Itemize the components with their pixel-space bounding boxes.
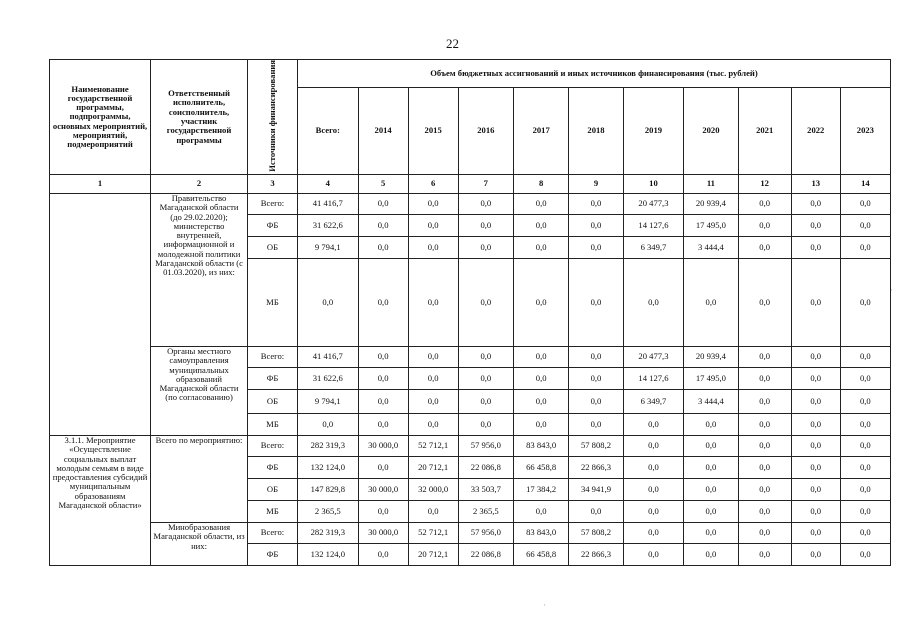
funding-source: МБ: [247, 500, 297, 522]
amount-cell: 17 495,0: [684, 214, 738, 236]
amount-cell: 0,0: [738, 500, 791, 522]
amount-cell: 0,0: [623, 413, 684, 435]
amount-cell: 0,0: [684, 435, 738, 456]
amount-cell: 0,0: [623, 435, 684, 456]
amount-cell: 0,0: [458, 367, 513, 389]
budget-table: [49, 59, 891, 566]
header-executor: Ответственный исполнитель, соисполнитель, участник государственной программы: [151, 60, 248, 175]
column-number: 13: [791, 174, 840, 193]
amount-cell: 0,0: [684, 258, 738, 346]
amount-cell: 0,0: [684, 522, 738, 543]
amount-cell: 83 843,0: [514, 435, 569, 456]
amount-cell: 6 349,7: [623, 389, 684, 413]
amount-cell: 0,0: [738, 456, 791, 478]
scan-mark: ·: [890, 285, 893, 295]
amount-cell: 0,0: [791, 478, 840, 500]
amount-cell: 0,0: [297, 413, 358, 435]
funding-source: ФБ: [247, 543, 297, 565]
amount-cell: 41 416,7: [297, 193, 358, 214]
amount-cell: 14 127,6: [623, 214, 684, 236]
amount-cell: 0,0: [458, 258, 513, 346]
amount-cell: 0,0: [408, 193, 458, 214]
funding-source: ОБ: [247, 236, 297, 258]
amount-cell: 0,0: [738, 346, 791, 367]
amount-cell: 0,0: [514, 367, 569, 389]
amount-cell: 0,0: [358, 236, 408, 258]
funding-source: Всего:: [247, 346, 297, 367]
amount-cell: 0,0: [569, 214, 623, 236]
header-year-8: 2021: [738, 87, 791, 174]
amount-cell: 0,0: [514, 258, 569, 346]
amount-cell: 0,0: [840, 543, 890, 565]
amount-cell: 0,0: [569, 346, 623, 367]
amount-cell: 0,0: [738, 193, 791, 214]
amount-cell: 0,0: [840, 258, 890, 346]
amount-cell: 20 477,3: [623, 346, 684, 367]
amount-cell: 0,0: [738, 478, 791, 500]
amount-cell: 0,0: [514, 389, 569, 413]
header-year-5: 2018: [569, 87, 623, 174]
funding-source: ОБ: [247, 389, 297, 413]
measure-name: 3.1.1. Мероприятие «Осуществление социальных выплат молодым семьям в виде предоставления субсидий муниципальным образованиям Магаданской области»: [50, 435, 151, 565]
amount-cell: 0,0: [358, 500, 408, 522]
amount-cell: 0,0: [840, 456, 890, 478]
amount-cell: 66 458,8: [514, 543, 569, 565]
amount-cell: 0,0: [623, 522, 684, 543]
amount-cell: 0,0: [458, 193, 513, 214]
amount-cell: 30 000,0: [358, 435, 408, 456]
amount-cell: 0,0: [623, 258, 684, 346]
column-number: 9: [569, 174, 623, 193]
amount-cell: 0,0: [458, 413, 513, 435]
column-number: 10: [623, 174, 684, 193]
amount-cell: 0,0: [358, 346, 408, 367]
amount-cell: 0,0: [840, 413, 890, 435]
header-year-7: 2020: [684, 87, 738, 174]
amount-cell: 0,0: [791, 346, 840, 367]
amount-cell: 0,0: [514, 236, 569, 258]
amount-cell: 0,0: [791, 193, 840, 214]
amount-cell: 0,0: [408, 346, 458, 367]
amount-cell: 147 829,8: [297, 478, 358, 500]
column-number: 5: [358, 174, 408, 193]
amount-cell: 14 127,6: [623, 367, 684, 389]
funding-source: МБ: [247, 413, 297, 435]
amount-cell: 0,0: [791, 389, 840, 413]
amount-cell: 0,0: [358, 214, 408, 236]
amount-cell: 34 941,9: [569, 478, 623, 500]
amount-cell: 30 000,0: [358, 478, 408, 500]
amount-cell: 41 416,7: [297, 346, 358, 367]
header-year-9: 2022: [791, 87, 840, 174]
amount-cell: 0,0: [458, 236, 513, 258]
amount-cell: 0,0: [684, 413, 738, 435]
funding-source: Всего:: [247, 522, 297, 543]
amount-cell: 0,0: [514, 500, 569, 522]
amount-cell: 0,0: [514, 214, 569, 236]
amount-cell: 0,0: [840, 435, 890, 456]
amount-cell: 0,0: [458, 346, 513, 367]
amount-cell: 0,0: [358, 413, 408, 435]
amount-cell: 0,0: [358, 456, 408, 478]
amount-cell: 0,0: [684, 543, 738, 565]
amount-cell: 0,0: [408, 258, 458, 346]
amount-cell: 9 794,1: [297, 389, 358, 413]
amount-cell: 32 000,0: [408, 478, 458, 500]
amount-cell: 33 503,7: [458, 478, 513, 500]
amount-cell: 0,0: [569, 236, 623, 258]
amount-cell: 66 458,8: [514, 456, 569, 478]
amount-cell: 0,0: [458, 389, 513, 413]
amount-cell: 282 319,3: [297, 435, 358, 456]
funding-source: ФБ: [247, 456, 297, 478]
amount-cell: 52 712,1: [408, 522, 458, 543]
header-source-label: Источники финансирования: [266, 60, 277, 172]
amount-cell: 52 712,1: [408, 435, 458, 456]
amount-cell: 22 866,3: [569, 543, 623, 565]
amount-cell: 0,0: [791, 413, 840, 435]
executor-cell: Минобразования Магаданской области, из них:: [151, 522, 248, 565]
amount-cell: 0,0: [408, 367, 458, 389]
header-year-10: 2023: [840, 87, 890, 174]
amount-cell: 20 712,1: [408, 543, 458, 565]
funding-source: ФБ: [247, 367, 297, 389]
amount-cell: 20 477,3: [623, 193, 684, 214]
funding-source: МБ: [247, 258, 297, 346]
amount-cell: 0,0: [791, 522, 840, 543]
amount-cell: 0,0: [358, 367, 408, 389]
funding-source: Всего:: [247, 435, 297, 456]
amount-cell: 22 866,3: [569, 456, 623, 478]
amount-cell: 0,0: [738, 236, 791, 258]
amount-cell: 17 384,2: [514, 478, 569, 500]
header-year-1: 2014: [358, 87, 408, 174]
amount-cell: 0,0: [791, 214, 840, 236]
amount-cell: 0,0: [738, 389, 791, 413]
column-number: 2: [151, 174, 248, 193]
column-number: 12: [738, 174, 791, 193]
amount-cell: 0,0: [408, 389, 458, 413]
amount-cell: 0,0: [840, 500, 890, 522]
header-year-3: 2016: [458, 87, 513, 174]
amount-cell: 17 495,0: [684, 367, 738, 389]
amount-cell: 0,0: [623, 543, 684, 565]
amount-cell: 282 319,3: [297, 522, 358, 543]
amount-cell: 0,0: [514, 193, 569, 214]
executor-cell: Всего по мероприятию:: [151, 435, 248, 522]
amount-cell: 22 086,8: [458, 456, 513, 478]
amount-cell: 0,0: [840, 367, 890, 389]
amount-cell: 0,0: [684, 456, 738, 478]
amount-cell: 3 444,4: [684, 389, 738, 413]
amount-cell: 0,0: [791, 258, 840, 346]
scan-mark: ·: [543, 600, 546, 610]
amount-cell: 0,0: [623, 456, 684, 478]
amount-cell: 0,0: [358, 193, 408, 214]
amount-cell: 0,0: [358, 389, 408, 413]
amount-cell: 0,0: [791, 435, 840, 456]
amount-cell: 0,0: [840, 214, 890, 236]
funding-source: Всего:: [247, 193, 297, 214]
amount-cell: 57 808,2: [569, 435, 623, 456]
column-number: 1: [50, 174, 151, 193]
header-source: [247, 60, 297, 175]
column-number: 6: [408, 174, 458, 193]
amount-cell: 0,0: [297, 258, 358, 346]
amount-cell: 0,0: [791, 543, 840, 565]
amount-cell: 0,0: [623, 478, 684, 500]
amount-cell: 0,0: [684, 500, 738, 522]
page-number: 22: [446, 36, 459, 51]
amount-cell: 22 086,8: [458, 543, 513, 565]
measure-name: [50, 193, 151, 435]
column-number: 11: [684, 174, 738, 193]
executor-cell: Правительство Магаданской области (до 29.02.2020); министерство внутренней, информационной и молодежной политики Магаданской области (с 01.03.2020), из них:: [151, 193, 248, 346]
amount-cell: 0,0: [738, 543, 791, 565]
funding-source: ФБ: [247, 214, 297, 236]
amount-cell: 132 124,0: [297, 543, 358, 565]
amount-cell: 57 956,0: [458, 435, 513, 456]
amount-cell: 20 939,4: [684, 346, 738, 367]
amount-cell: 0,0: [791, 456, 840, 478]
amount-cell: 0,0: [738, 367, 791, 389]
amount-cell: 30 000,0: [358, 522, 408, 543]
amount-cell: 0,0: [358, 258, 408, 346]
header-year-6: 2019: [623, 87, 684, 174]
header-year-0: Всего:: [297, 87, 358, 174]
amount-cell: 0,0: [738, 214, 791, 236]
amount-cell: 83 843,0: [514, 522, 569, 543]
amount-cell: 0,0: [569, 389, 623, 413]
header-name: Наименование государственной программы, подпрограммы, основных мероприятий, мероприятий, подмероприятий: [50, 60, 151, 175]
amount-cell: 0,0: [840, 346, 890, 367]
amount-cell: 0,0: [569, 193, 623, 214]
column-number: 3: [247, 174, 297, 193]
header-year-4: 2017: [514, 87, 569, 174]
table-row: [50, 435, 891, 456]
amount-cell: 0,0: [791, 500, 840, 522]
amount-cell: 0,0: [408, 413, 458, 435]
amount-cell: 9 794,1: [297, 236, 358, 258]
amount-cell: 0,0: [840, 236, 890, 258]
amount-cell: 0,0: [840, 522, 890, 543]
amount-cell: 0,0: [458, 214, 513, 236]
table-row: [50, 346, 891, 367]
amount-cell: 20 939,4: [684, 193, 738, 214]
amount-cell: 0,0: [408, 236, 458, 258]
header-volume: Объем бюджетных ассигнований и иных источников финансирования (тыс. рублей): [297, 60, 890, 88]
amount-cell: 57 956,0: [458, 522, 513, 543]
amount-cell: 0,0: [791, 236, 840, 258]
amount-cell: 31 622,6: [297, 214, 358, 236]
column-number: 4: [297, 174, 358, 193]
amount-cell: 0,0: [791, 367, 840, 389]
amount-cell: 3 444,4: [684, 236, 738, 258]
amount-cell: 0,0: [623, 500, 684, 522]
amount-cell: 0,0: [408, 500, 458, 522]
funding-source: ОБ: [247, 478, 297, 500]
column-number: 8: [514, 174, 569, 193]
amount-cell: 2 365,5: [458, 500, 513, 522]
amount-cell: 2 365,5: [297, 500, 358, 522]
amount-cell: 20 712,1: [408, 456, 458, 478]
amount-cell: 0,0: [358, 543, 408, 565]
amount-cell: 57 808,2: [569, 522, 623, 543]
amount-cell: 0,0: [408, 214, 458, 236]
amount-cell: 0,0: [514, 413, 569, 435]
amount-cell: 0,0: [569, 413, 623, 435]
column-number: 7: [458, 174, 513, 193]
amount-cell: 0,0: [569, 500, 623, 522]
amount-cell: 6 349,7: [623, 236, 684, 258]
amount-cell: 0,0: [569, 258, 623, 346]
table-row: [50, 522, 891, 543]
amount-cell: 0,0: [738, 413, 791, 435]
table-row: [50, 193, 891, 214]
column-number: 14: [840, 174, 890, 193]
amount-cell: 0,0: [738, 522, 791, 543]
amount-cell: 132 124,0: [297, 456, 358, 478]
amount-cell: 0,0: [514, 346, 569, 367]
amount-cell: 0,0: [738, 435, 791, 456]
amount-cell: 0,0: [840, 193, 890, 214]
amount-cell: 0,0: [569, 367, 623, 389]
amount-cell: 0,0: [840, 478, 890, 500]
amount-cell: 0,0: [840, 389, 890, 413]
amount-cell: 0,0: [738, 258, 791, 346]
header-year-2: 2015: [408, 87, 458, 174]
amount-cell: 0,0: [684, 478, 738, 500]
amount-cell: 31 622,6: [297, 367, 358, 389]
executor-cell: Органы местного самоуправления муниципальных образований Магаданской области (по согласованию): [151, 346, 248, 435]
